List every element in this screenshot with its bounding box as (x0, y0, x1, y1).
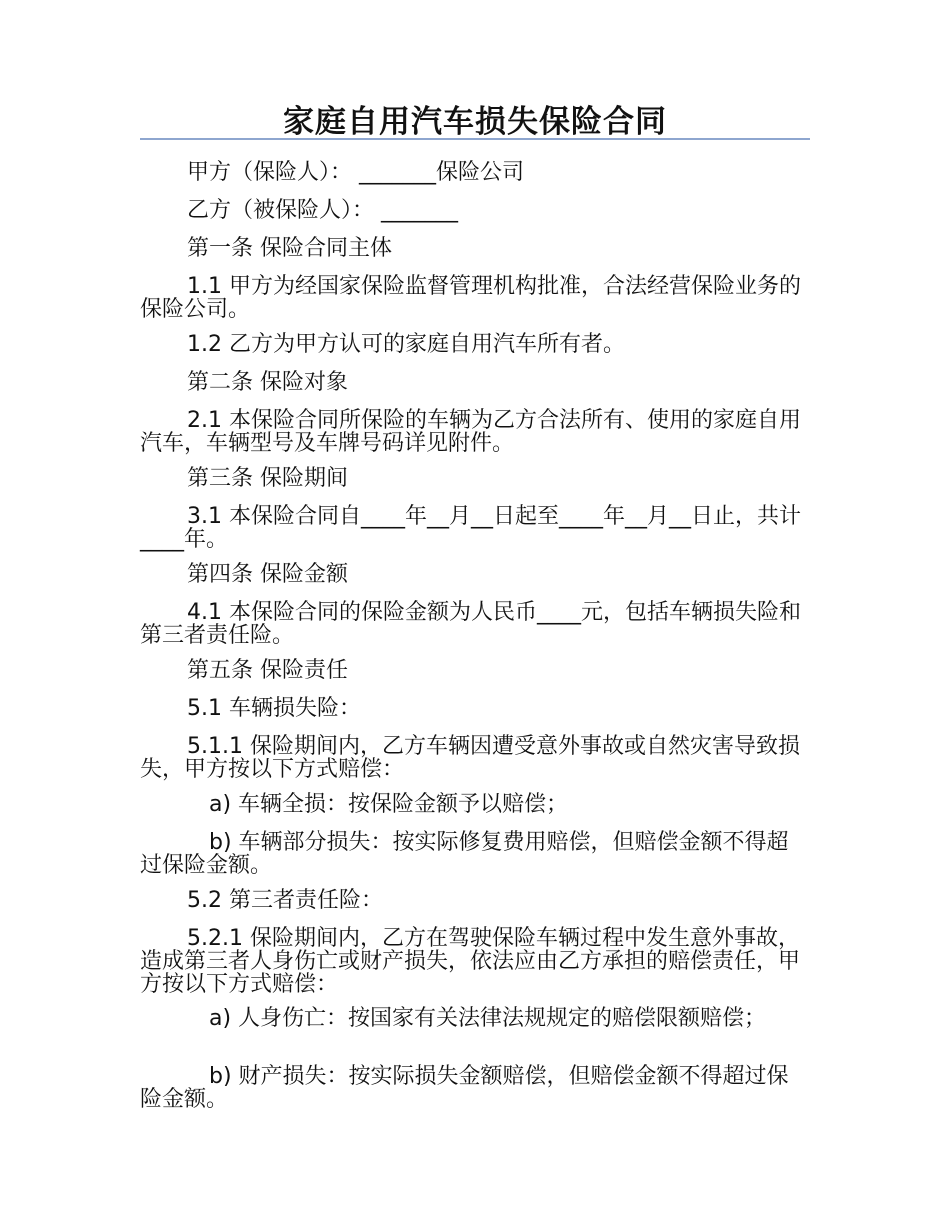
clause-1-2: 1.2 乙方为甲方认可的家庭自用汽车所有者。 (187, 332, 625, 357)
clause-5-1-1-a: a) 车辆全损：按保险金额予以赔偿； (209, 792, 569, 817)
clause-4-1: 4.1 本保险合同的保险金额为人民币____元，包括车辆损失险和第三者责任险。 (140, 600, 801, 648)
clause-1-1: 1.1 甲方为经国家保险监督管理机构批准，合法经营保险业务的保险公司。 (140, 274, 801, 322)
clause-5-2-1-a: a) 人身伤亡：按国家有关法律法规规定的赔偿限额赔偿； (209, 1006, 767, 1031)
article-1-heading: 第一条 保险合同主体 (187, 236, 392, 261)
clause-5-2-1-b: b) 财产损失：按实际损失金额赔偿，但赔偿金额不得超过保险金额。 (140, 1064, 789, 1112)
article-3-heading: 第三条 保险期间 (187, 466, 348, 491)
clause-5-1-1: 5.1.1 保险期间内，乙方车辆因遭受意外事故或自然灾害导致损失，甲方按以下方式赔偿： (140, 734, 800, 782)
document-title: 家庭自用汽车损失保险合同 (283, 104, 667, 140)
clause-3-1: 3.1 本保险合同自____年__月__日起至____年__月__日止，共计____年。 (140, 504, 801, 552)
article-2-heading: 第二条 保险对象 (187, 370, 348, 395)
party-b-line: 乙方（被保险人）： _______ (187, 198, 458, 223)
title-underline (140, 138, 810, 140)
article-4-heading: 第四条 保险金额 (187, 562, 348, 587)
clause-5-2-1: 5.2.1 保险期间内，乙方在驾驶保险车辆过程中发生意外事故，造成第三者人身伤亡或财产损失，依法应由乙方承担的赔偿责任，甲方按以下方式赔偿： (140, 926, 801, 997)
clause-5-1-1-b: b) 车辆部分损失：按实际修复费用赔偿，但赔偿金额不得超过保险金额。 (140, 830, 789, 878)
clause-5-2: 5.2 第三者责任险： (187, 888, 383, 913)
article-5-heading: 第五条 保险责任 (187, 658, 348, 683)
party-a-line: 甲方（保险人）： _______保险公司 (187, 160, 524, 185)
clause-5-1: 5.1 车辆损失险： (187, 696, 361, 721)
clause-2-1: 2.1 本保险合同所保险的车辆为乙方合法所有、使用的家庭自用汽车，车辆型号及车牌号码详见附件。 (140, 408, 801, 456)
document-body (140, 155, 810, 1117)
